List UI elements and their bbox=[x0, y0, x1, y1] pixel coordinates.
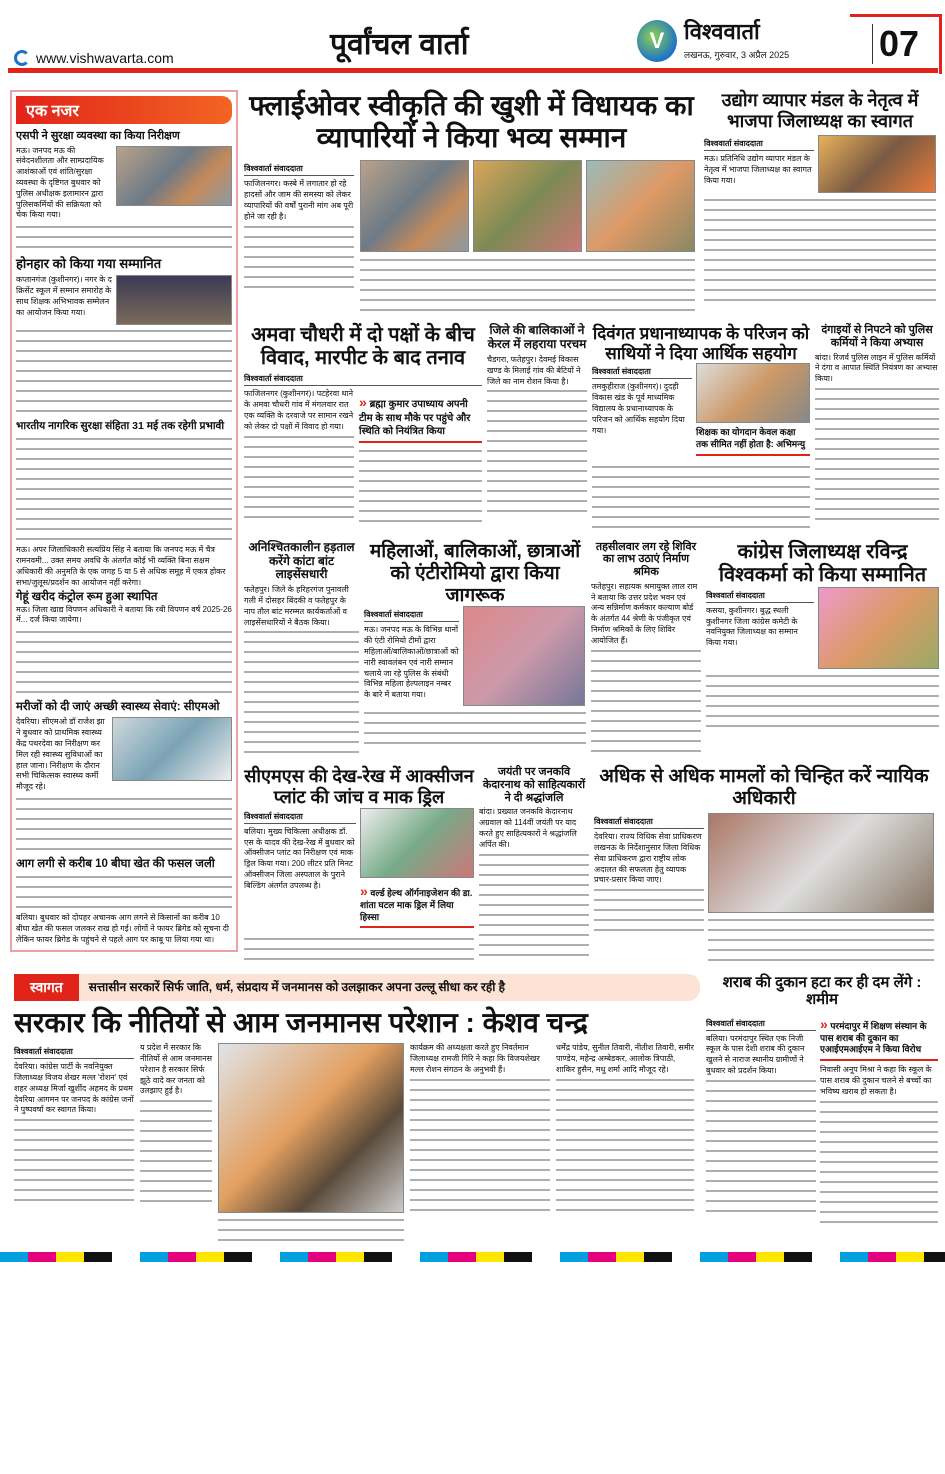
text-body bbox=[704, 196, 936, 306]
photo bbox=[586, 160, 695, 252]
byline: विश्ववार्ता संवाददाता bbox=[364, 609, 459, 622]
story-diwangat bbox=[592, 324, 810, 532]
byline: विश्ववार्ता संवाददाता bbox=[704, 138, 814, 151]
header-rule bbox=[8, 68, 938, 73]
text-body bbox=[360, 256, 695, 316]
quote-mark-icon: » bbox=[820, 1015, 828, 1032]
photo bbox=[473, 160, 582, 252]
section-title: पूर्वांचल वार्ता bbox=[330, 28, 469, 61]
brief-title: होनहार को किया गया सम्मानित bbox=[16, 256, 162, 272]
text-body bbox=[594, 886, 704, 936]
page-number: 07 bbox=[872, 24, 919, 64]
story-headline: अमवा चौधरी में दो पक्षों के बीच विवाद, मारपीट के बाद तनाव bbox=[251, 324, 475, 370]
story-congress bbox=[706, 541, 939, 732]
pull-quote: » ब्रह्मा कुमार उपाध्याय अपनी टीम के साथ मौके पर पहुंचे और स्थिति को नियंत्रित किया bbox=[359, 393, 482, 442]
text-body bbox=[244, 628, 359, 758]
text-body bbox=[16, 327, 232, 417]
pull-quote: » वर्ल्ड हेल्थ ऑर्गनाइजेशन की डा. शांता घटल माक ड्रिल में लिया हिस्सा bbox=[360, 882, 474, 929]
brief-text: बलिया। बुधवार को दोपहर अचानक आग लगने से किसानों का करीब 10 बीघा खेत की फसल जलकर राख हो गई। लोगों ने फायर ब्रिगेड को सूचना दी लेकिन फायर ब्रिगेड के पहुंचने से पहले आग पर काबू पा लिया गया था। bbox=[16, 913, 229, 944]
strip-label: स्वागत bbox=[14, 974, 79, 1001]
story-nyayik bbox=[594, 766, 934, 966]
story-lead: बलिया। परमंदापुर स्थित एक निजी स्कूल के पास देशी शराब की दुकान खुलने से नाराज स्थानीय ग्रामीणों ने बुधवार को प्रदर्शन किया। bbox=[706, 1033, 805, 1075]
story-lead: फाजिलनगर (कुशीनगर)। पटहेरवा थाने के अमवा चौधरी गांव में मंगलवार रात एक व्यक्ति के दरवाजे पर सामान रखने को लेकर दो पक्षों में विवाद हो गया। bbox=[244, 389, 354, 431]
text-body bbox=[706, 672, 939, 732]
story-lead: बलिया। मुख्य चिकित्सा अधीक्षक डॉ. एस के यादव की देख-रेख में बुधवार को ऑक्सीजन प्लांट का निरीक्षण एवं माक ड्रिल किया गया। 200 लीटर प्रति मिनट ऑक्सीजन जिला अस्पताल के पुराने बिल्डिंग अंतर्गत उपलब्ध है। bbox=[244, 826, 355, 890]
byline: विश्ववार्ता संवाददाता bbox=[706, 590, 814, 603]
text-body bbox=[14, 1116, 134, 1206]
photo bbox=[818, 587, 939, 669]
ek-nazar-box bbox=[10, 90, 238, 952]
website-url[interactable]: www.vishwavarta.com bbox=[14, 50, 174, 66]
byline: विश्ववार्ता संवाददाता bbox=[592, 366, 692, 379]
story-headline: शराब की दुकान हटा कर ही दम लेंगे : शमीम bbox=[722, 974, 922, 1009]
text-body bbox=[708, 916, 934, 966]
text-body bbox=[16, 873, 232, 913]
byline: विश्ववार्ता संवाददाता bbox=[244, 373, 482, 386]
text-body bbox=[359, 447, 482, 527]
issue-date: लखनऊ, गुरुवार, 3 अप्रैल 2025 bbox=[684, 50, 790, 60]
story-headline: दंगाइयों से निपटने को पुलिस कर्मियों ने किया अभ्यास bbox=[821, 324, 933, 350]
pull-quote: शिक्षक का योगदान केवल कक्षा तक सीमित नहीं होता है: अभिमन्यु bbox=[696, 427, 810, 455]
text-body bbox=[244, 935, 474, 965]
story-kedarnath bbox=[479, 766, 589, 960]
text-body bbox=[479, 851, 589, 961]
strip-text: सत्तासीन सरकारें सिर्फ जाति, धर्म, संप्रदाय में जनमानस को उलझाकर अपना उल्लू सीधा कर रही है bbox=[88, 979, 506, 994]
story-oxygen bbox=[244, 766, 474, 965]
main-story bbox=[244, 90, 699, 316]
text-body bbox=[591, 647, 701, 757]
text-body bbox=[364, 709, 586, 749]
bottom-headline: सरकार कि नीतियों से आम जनमानस परेशान : केशव चन्द्र bbox=[14, 1007, 588, 1039]
text-body bbox=[820, 1098, 938, 1228]
photo bbox=[360, 808, 474, 878]
text-body bbox=[16, 223, 232, 253]
byline: विश्ववार्ता संवाददाता bbox=[244, 811, 356, 824]
text-body bbox=[140, 1097, 212, 1207]
text-body bbox=[556, 1076, 694, 1216]
story-amva bbox=[244, 324, 482, 526]
main-headline: फ्लाईओवर स्वीकृति की खुशी में विधायक का व्यापारियों ने किया भव्य सम्मान bbox=[249, 90, 694, 154]
text-body bbox=[815, 385, 939, 525]
story-headline: कांग्रेस जिलाध्यक्ष रविन्द्र विश्वकर्मा को किया सम्मानित bbox=[718, 540, 927, 586]
text-body bbox=[592, 463, 810, 533]
story-text: य प्रदेश में सरकार कि नीतियों से आम जनमानस परेशान है सरकार सिर्फ झूठे वादे कर जनता को उलझाए हुई है। bbox=[140, 1043, 212, 1096]
story-keshav bbox=[14, 1043, 700, 1246]
story-headline: दिवंगत प्रधानाध्यापक के परिजन को साथियों ने दिया आर्थिक सहयोग bbox=[592, 324, 810, 363]
photo bbox=[696, 363, 810, 423]
story-lead: तमकुहीराज (कुशीनगर)। दुदही विकास खंड के पूर्व माध्यमिक विद्यालय के प्रधानाध्यापक के परिजन को आर्थिक सहयोग दिया गया। bbox=[592, 382, 685, 435]
story-headline: सीएमएस की देख-रेख में आक्सीजन प्लांट की जांच व माक ड्रिल bbox=[244, 766, 474, 808]
quote-mark-icon: » bbox=[359, 394, 367, 411]
brief-text: कप्तानगंज (कुशीनगर)। नगर के द क्रिसेंट स्कूल में सम्मान समारोह के साथ शिक्षक अभिभावक सम्मेलन का आयोजन किया गया। bbox=[16, 275, 112, 317]
story-dangai bbox=[815, 324, 939, 525]
byline: विश्ववार्ता संवाददाता bbox=[244, 163, 354, 176]
story-hadtal bbox=[244, 541, 359, 759]
story-lead: फतेहपुर। सहायक श्रमायुक्त लाल राम ने बताया कि उत्तर प्रदेश भवन एवं अन्य सन्निर्माण कर्मकार कल्याण बोर्ड के अंतर्गत 44 श्रेणी के पंजीकृत एवं निर्माण श्रमिकों के लिए शिविर आयोजित हैं। bbox=[591, 581, 698, 645]
text-body bbox=[487, 387, 587, 517]
brand-logo-icon: V bbox=[637, 20, 677, 62]
brief-text: मऊ। जिला खाद्य विपणन अधिकारी ने बताया कि रबी विपणन वर्ष 2025-26 में... दर्ज किया जायेगा। bbox=[16, 604, 232, 625]
story-kerala bbox=[487, 324, 587, 517]
photo bbox=[218, 1043, 404, 1213]
story-headline: जिले की बालिकाओं ने केरल में लहराया परचम bbox=[487, 323, 587, 352]
story-headline: अनिश्चितकालीन हड़ताल करेंगे कांटा बांट लाइसेंसधारी bbox=[248, 539, 355, 582]
story-text: धर्मेंद्र पांडेय, सुनील तिवारी, नीतीश तिवारी, समीर पाण्डेय, महेन्द्र अम्बेडकर, आलोक त्रिपाठी, शाकिर हुसैन, मधु शर्मा आदि मौजूद रहे। bbox=[556, 1043, 694, 1074]
story-lead: देवरिया। राज्य विधिक सेवा प्राधिकरण लखनऊ के निर्देशानुसार जिला विधिक सेवा प्राधिकरण द्वारा राष्ट्रीय लोक अदालत की सफलता हेतु व्यापक प्रचार-प्रसार किया जाए। bbox=[594, 832, 702, 885]
color-registration-bar bbox=[0, 1252, 945, 1262]
story-vyapar-mandal bbox=[704, 90, 936, 306]
text-body bbox=[218, 1216, 404, 1246]
story-headline: तहसीलवार लग रहे शिविर का लाभ उठाएं निर्माण श्रमिक bbox=[595, 540, 697, 579]
brief-text: मऊ। अपर जिलाधिकारी सत्यप्रिय सिंह ने बताया कि जनपद मऊ में चैत्र रामनवमी... उक्त समय अवधि के अंतर्गत कोई भी व्यक्ति बिना सक्षम अधिकारी की अनुमति के एक जगह 5 या 5 से अधिक समूह में एकत्र होकर सभा/जुलूस/प्रदर्शन का आयोजन नहीं करेगा। bbox=[16, 545, 226, 587]
swagat-strip bbox=[14, 974, 700, 1001]
photo bbox=[360, 160, 469, 252]
story-lead: फाजिलनगर। कस्बे में लगातार हो रहे हादसों और जाम की समस्या को लेकर व्यापारियों की वर्षों पुरानी मांग अब पूरी होने जा रही है। bbox=[244, 179, 354, 221]
text-body bbox=[16, 628, 232, 698]
browser-icon bbox=[14, 50, 30, 66]
byline: विश्ववार्ता संवाददाता bbox=[706, 1018, 816, 1031]
story-text: कार्यक्रम की अध्यक्षता करते हुए निवर्तमान जिलाध्यक्ष रामजी गिरि ने कहा कि विजयशेखर मल्ल रोशन संगठन के अनुभवी हैं। bbox=[410, 1043, 540, 1074]
text-body bbox=[244, 433, 354, 523]
story-shramik bbox=[591, 541, 701, 757]
byline: विश्ववार्ता संवाददाता bbox=[594, 816, 704, 829]
brand-name: विश्ववार्ता bbox=[684, 19, 760, 44]
brief-title: आग लगी से करीब 10 बीघा खेत की फसल जली bbox=[16, 858, 215, 871]
brief-text: मऊ। जनपद मऊ की संवेदनशीलता और साम्प्रदायिक आशंकाओं एवं शांति/सुरक्षा व्यवस्था के दृष्टिगत बुधवार को पुलिस अधीक्षक इलामारन द्वारा पुलिसकर्मियों की सक्रियता को चेक किया गया। bbox=[16, 145, 104, 220]
brief-title: एसपी ने सुरक्षा व्यवस्था का किया निरीक्षण bbox=[16, 130, 180, 142]
story-lead: कसया, कुशीनगर। बुद्ध स्थली कुशीनगर जिला कांग्रेस कमेटी के नवनियुक्त जिलाध्यक्ष का सम्मान किया गया। bbox=[706, 605, 798, 648]
brief-title: भारतीय नागरिक सुरक्षा संहिता 31 मई तक रहेगी प्रभावी bbox=[16, 420, 225, 433]
photo bbox=[708, 813, 934, 913]
text-body bbox=[16, 435, 232, 545]
story-lead: चैडगरा, फतेहपुर। देवमई विकास खण्ड के मिलाई गांव की बेटियों ने जिले का नाम रोशन किया है। bbox=[487, 354, 581, 386]
story-lead: मऊ। प्रतिनिधि उद्योग व्यापार मंडल के नेतृत्व में भाजपा जिलाध्यक्ष का स्वागत किया गया। bbox=[704, 154, 812, 185]
photo bbox=[116, 146, 232, 206]
photo bbox=[112, 717, 232, 781]
text-body bbox=[16, 795, 232, 855]
story-lead: बांदा। रिजर्व पुलिस लाइन में पुलिस कर्मियों ने दंगा व आपात स्थिति नियंत्रण का अभ्यास किया। bbox=[815, 352, 938, 384]
story-lead: मऊ। जनपद मऊ के विभिन्न थानों की एंटी रोमियो टीमों द्वारा महिलाओं/बालिकाओं/छात्राओं को नारी स्वावलंबन एवं नारी सम्मान चलाये जा रहे पुलिस के संबंधी विभिन्न महिला हेल्पलाइन नम्बर के बारे में बताया गया। bbox=[364, 625, 459, 700]
photo bbox=[116, 275, 232, 325]
story-headline: महिलाओं, बालिकाओं, छात्राओं को एंटीरोमियो द्वारा किया जागरूक bbox=[369, 540, 581, 606]
photo bbox=[818, 135, 936, 193]
byline: विश्ववार्ता संवाददाता bbox=[14, 1046, 134, 1059]
page-header bbox=[0, 0, 945, 76]
text-body bbox=[410, 1076, 550, 1216]
brief-text: देवरिया। सीएमओ डॉ राजेश झा ने बुधवार को प्राथमिक स्वास्थ्य केंद्र पथरदेवा का निरीक्षण कर मिल रही स्वास्थ्य सुविधाओं का हाल जाना। निरीक्षण के दौरान सभी चिकित्सक स्वास्थ्य कर्मी मौजूद रहे। bbox=[16, 717, 105, 792]
text-body bbox=[706, 1077, 816, 1217]
pull-quote: » परमंदापुर में शिक्षण संस्थान के पास शराब की दुकान का एआईएमआईएम ने किया विरोध bbox=[820, 1015, 938, 1062]
story-antiromeo bbox=[364, 541, 586, 750]
photo bbox=[463, 606, 585, 706]
story-sharab bbox=[706, 974, 938, 1227]
brief-title: मरीजों को दी जाएं अच्छी स्वास्थ्य सेवाएं: सीएमओ bbox=[16, 701, 220, 714]
story-lead: बांदा। प्रख्यात जनकवि केदारनाथ अग्रवाल को 114वीं जयंती पर याद करते हुए साहित्यकारों ने श्रद्धांजलि अर्पित की। bbox=[479, 807, 577, 849]
story-text: निवासी अनूप मिश्रा ने कहा कि स्कूल के पास शराब की दुकान चलने से बच्चों का भविष्य खराब हो सकता है। bbox=[820, 1065, 932, 1096]
brief-title: गेहूं खरीद कंट्रोल रूम हुआ स्थापित bbox=[16, 591, 158, 604]
story-headline: अधिक से अधिक मामलों को चिन्हित करें न्यायिक अधिकारी bbox=[599, 766, 929, 810]
ek-nazar-label: एक नजर bbox=[16, 96, 232, 124]
story-headline: उद्योग व्यापार मंडल के नेतृत्व में भाजपा जिलाध्यक्ष का स्वागत bbox=[721, 90, 919, 131]
quote-mark-icon: » bbox=[360, 882, 368, 899]
text-body bbox=[244, 223, 354, 293]
story-headline: जयंती पर जनकवि केदारनाथ को साहित्यकारों ने दी श्रद्धांजलि bbox=[482, 766, 586, 804]
story-lead: देवरिया। कांग्रेस पार्टी के नवनियुक्त जिलाध्यक्ष विजय शेखर मल्ल 'रोशन' एवं शहर अध्यक्ष मिर्जा खुर्शीद अहमद के प्रथम देवरिया आगमन पर जनपद के कांग्रेस जनों ने पुष्पवर्षा कर स्वागत किया। bbox=[14, 1062, 134, 1115]
story-lead: फतेहपुर। जिले के हरिहरगंज पुनावली गली में दोसहर बिंदकी व फतेहपुर के नाप तौल बांट मरम्मत कार्यकर्ताओं व लाइसेंसधारियों ने बैठक किया। bbox=[244, 585, 349, 627]
